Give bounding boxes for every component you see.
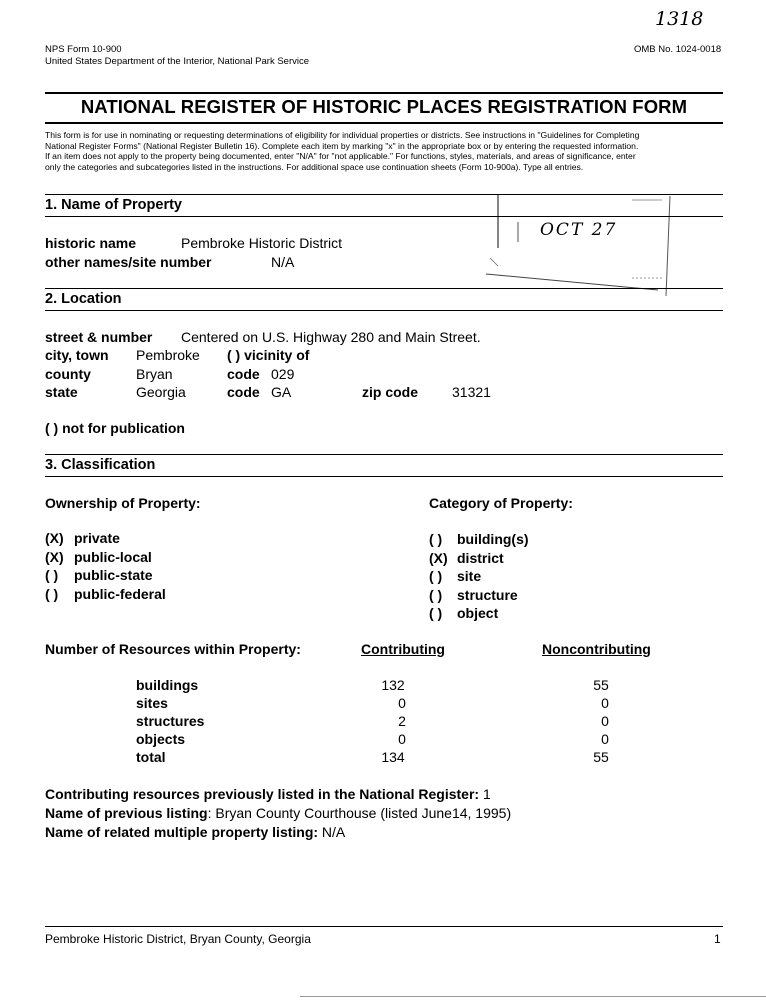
resource-label-structures: structures xyxy=(136,713,205,729)
related-listing-label: Name of related multiple property listing: xyxy=(45,824,319,840)
instructions-line: If an item does not apply to the property being documented, enter "N/A" for "not applicable." For functions, styles, materials, and areas of significance, enter xyxy=(45,151,636,161)
instructions xyxy=(45,130,735,172)
state-code-label: code xyxy=(227,384,260,400)
section3-heading: 3. Classification xyxy=(45,457,156,473)
related-listing-value: N/A xyxy=(318,824,346,840)
street-value: Centered on U.S. Highway 280 and Main Street. xyxy=(181,329,481,345)
previous-listing-label: Name of previous listing xyxy=(45,805,208,821)
not-for-publication: ( ) not for publication xyxy=(45,420,185,436)
category-label-object: object xyxy=(457,605,499,621)
county-value: Bryan xyxy=(136,366,173,382)
category-mark-structure: ( ) xyxy=(429,587,443,603)
ownership-label-private: private xyxy=(74,530,120,546)
section2-rule-top xyxy=(45,288,723,289)
county-label: county xyxy=(45,366,91,382)
category-mark-buildings: ( ) xyxy=(429,531,443,547)
ownership-mark-public-federal: ( ) xyxy=(45,586,59,602)
related-listing-line xyxy=(45,824,345,840)
previously-listed-label: Contributing resources previously listed in the National Register: xyxy=(45,786,480,802)
noncontributing-heading: Noncontributing xyxy=(542,641,651,657)
previous-listing-value: : Bryan County Courthouse (listed June14, 1995) xyxy=(207,805,512,821)
department: United States Department of the Interior, National Park Service xyxy=(45,56,310,67)
resource-contributing-buildings: 132 xyxy=(381,677,405,693)
scan-edge-line xyxy=(300,996,766,997)
footer-text: Pembroke Historic District, Bryan County, Georgia xyxy=(45,932,311,946)
title-rule-top xyxy=(45,92,723,94)
category-mark-district: (X) xyxy=(429,550,448,566)
city-label: city, town xyxy=(45,347,109,363)
category-label-buildings: building(s) xyxy=(457,531,529,547)
ownership-mark-private: (X) xyxy=(45,530,64,546)
category-label-district: district xyxy=(457,550,504,566)
footer-rule xyxy=(45,926,723,927)
resource-contributing-total: 134 xyxy=(381,749,405,765)
ownership-label-public-federal: public-federal xyxy=(74,586,166,602)
form-id: NPS Form 10-900 xyxy=(45,44,122,55)
form-title: NATIONAL REGISTER OF HISTORIC PLACES REGISTRATION FORM xyxy=(80,96,688,117)
resource-contributing-structures: 2 xyxy=(398,713,406,729)
historic-name-label: historic name xyxy=(45,235,137,251)
category-label-site: site xyxy=(457,568,482,584)
page-number: 1 xyxy=(714,932,721,946)
section3-rule-bottom xyxy=(45,476,723,477)
resource-contributing-objects: 0 xyxy=(398,731,406,747)
ownership-label-public-local: public-local xyxy=(74,549,152,565)
resource-contributing-sites: 0 xyxy=(398,695,406,711)
resources-heading: Number of Resources within Property: xyxy=(45,641,301,657)
received-stamp xyxy=(482,186,677,302)
county-code-label: code xyxy=(227,366,260,382)
resource-noncontributing-total: 55 xyxy=(593,749,609,765)
city-value: Pembroke xyxy=(136,347,200,363)
previously-listed-value: 1 xyxy=(482,786,491,802)
resource-noncontributing-structures: 0 xyxy=(601,713,609,729)
ownership-label-public-state: public-state xyxy=(74,567,153,583)
previous-listing-line xyxy=(45,805,511,821)
resource-noncontributing-objects: 0 xyxy=(601,731,609,747)
category-heading: Category of Property: xyxy=(429,495,573,511)
ownership-heading: Ownership of Property: xyxy=(45,495,201,511)
omb-number: OMB No. 1024-0018 xyxy=(634,44,722,55)
section2-heading: 2. Location xyxy=(45,291,122,307)
stamp-date: OCT 27 xyxy=(540,220,618,240)
zip-label: zip code xyxy=(362,384,419,400)
instructions-line: only the categories and subcategories listed in the instructions. For additional space use continuation sheets (Form 10-900a). Type all entries. xyxy=(45,161,584,172)
vicinity-checkbox: ( ) vicinity of xyxy=(227,347,310,363)
zip-value: 31321 xyxy=(452,384,491,400)
resource-label-sites: sites xyxy=(136,695,168,711)
section1-rule-top xyxy=(45,194,723,195)
state-value: Georgia xyxy=(136,384,186,400)
resource-label-objects: objects xyxy=(136,731,186,747)
resource-noncontributing-buildings: 55 xyxy=(593,677,609,693)
other-names-label: other names/site number xyxy=(45,254,212,270)
title-rule-bottom xyxy=(45,122,723,124)
handwritten-page-number: 1318 xyxy=(655,8,704,30)
other-names-value: N/A xyxy=(271,254,295,270)
section1-rule-bottom xyxy=(45,216,723,217)
resource-label-total: total xyxy=(136,749,166,765)
section2-rule-bottom xyxy=(45,310,723,311)
state-label: state xyxy=(45,384,78,400)
category-mark-site: ( ) xyxy=(429,568,443,584)
contributing-heading: Contributing xyxy=(361,641,445,657)
section3-rule-top xyxy=(45,454,723,455)
historic-name-value: Pembroke Historic District xyxy=(181,235,343,251)
resource-noncontributing-sites: 0 xyxy=(601,695,609,711)
ownership-mark-public-state: ( ) xyxy=(45,567,59,583)
category-mark-object: ( ) xyxy=(429,605,443,621)
category-label-structure: structure xyxy=(457,587,518,603)
street-label: street & number xyxy=(45,329,153,345)
instructions-line: National Register Forms" (National Register Bulletin 16). Complete each item by marking "x" in the appropriate box or by entering the requested information. xyxy=(45,140,639,151)
instructions-line: This form is for use in nominating or requesting determinations of eligibility for individual properties or districts. See instructions in "Guidelines for Completing xyxy=(45,130,640,140)
previously-listed-line xyxy=(45,786,491,802)
section1-heading: 1. Name of Property xyxy=(45,197,182,213)
ownership-mark-public-local: (X) xyxy=(45,549,64,565)
resource-label-buildings: buildings xyxy=(136,677,199,693)
state-code-value: GA xyxy=(271,384,292,400)
county-code-value: 029 xyxy=(271,366,295,382)
